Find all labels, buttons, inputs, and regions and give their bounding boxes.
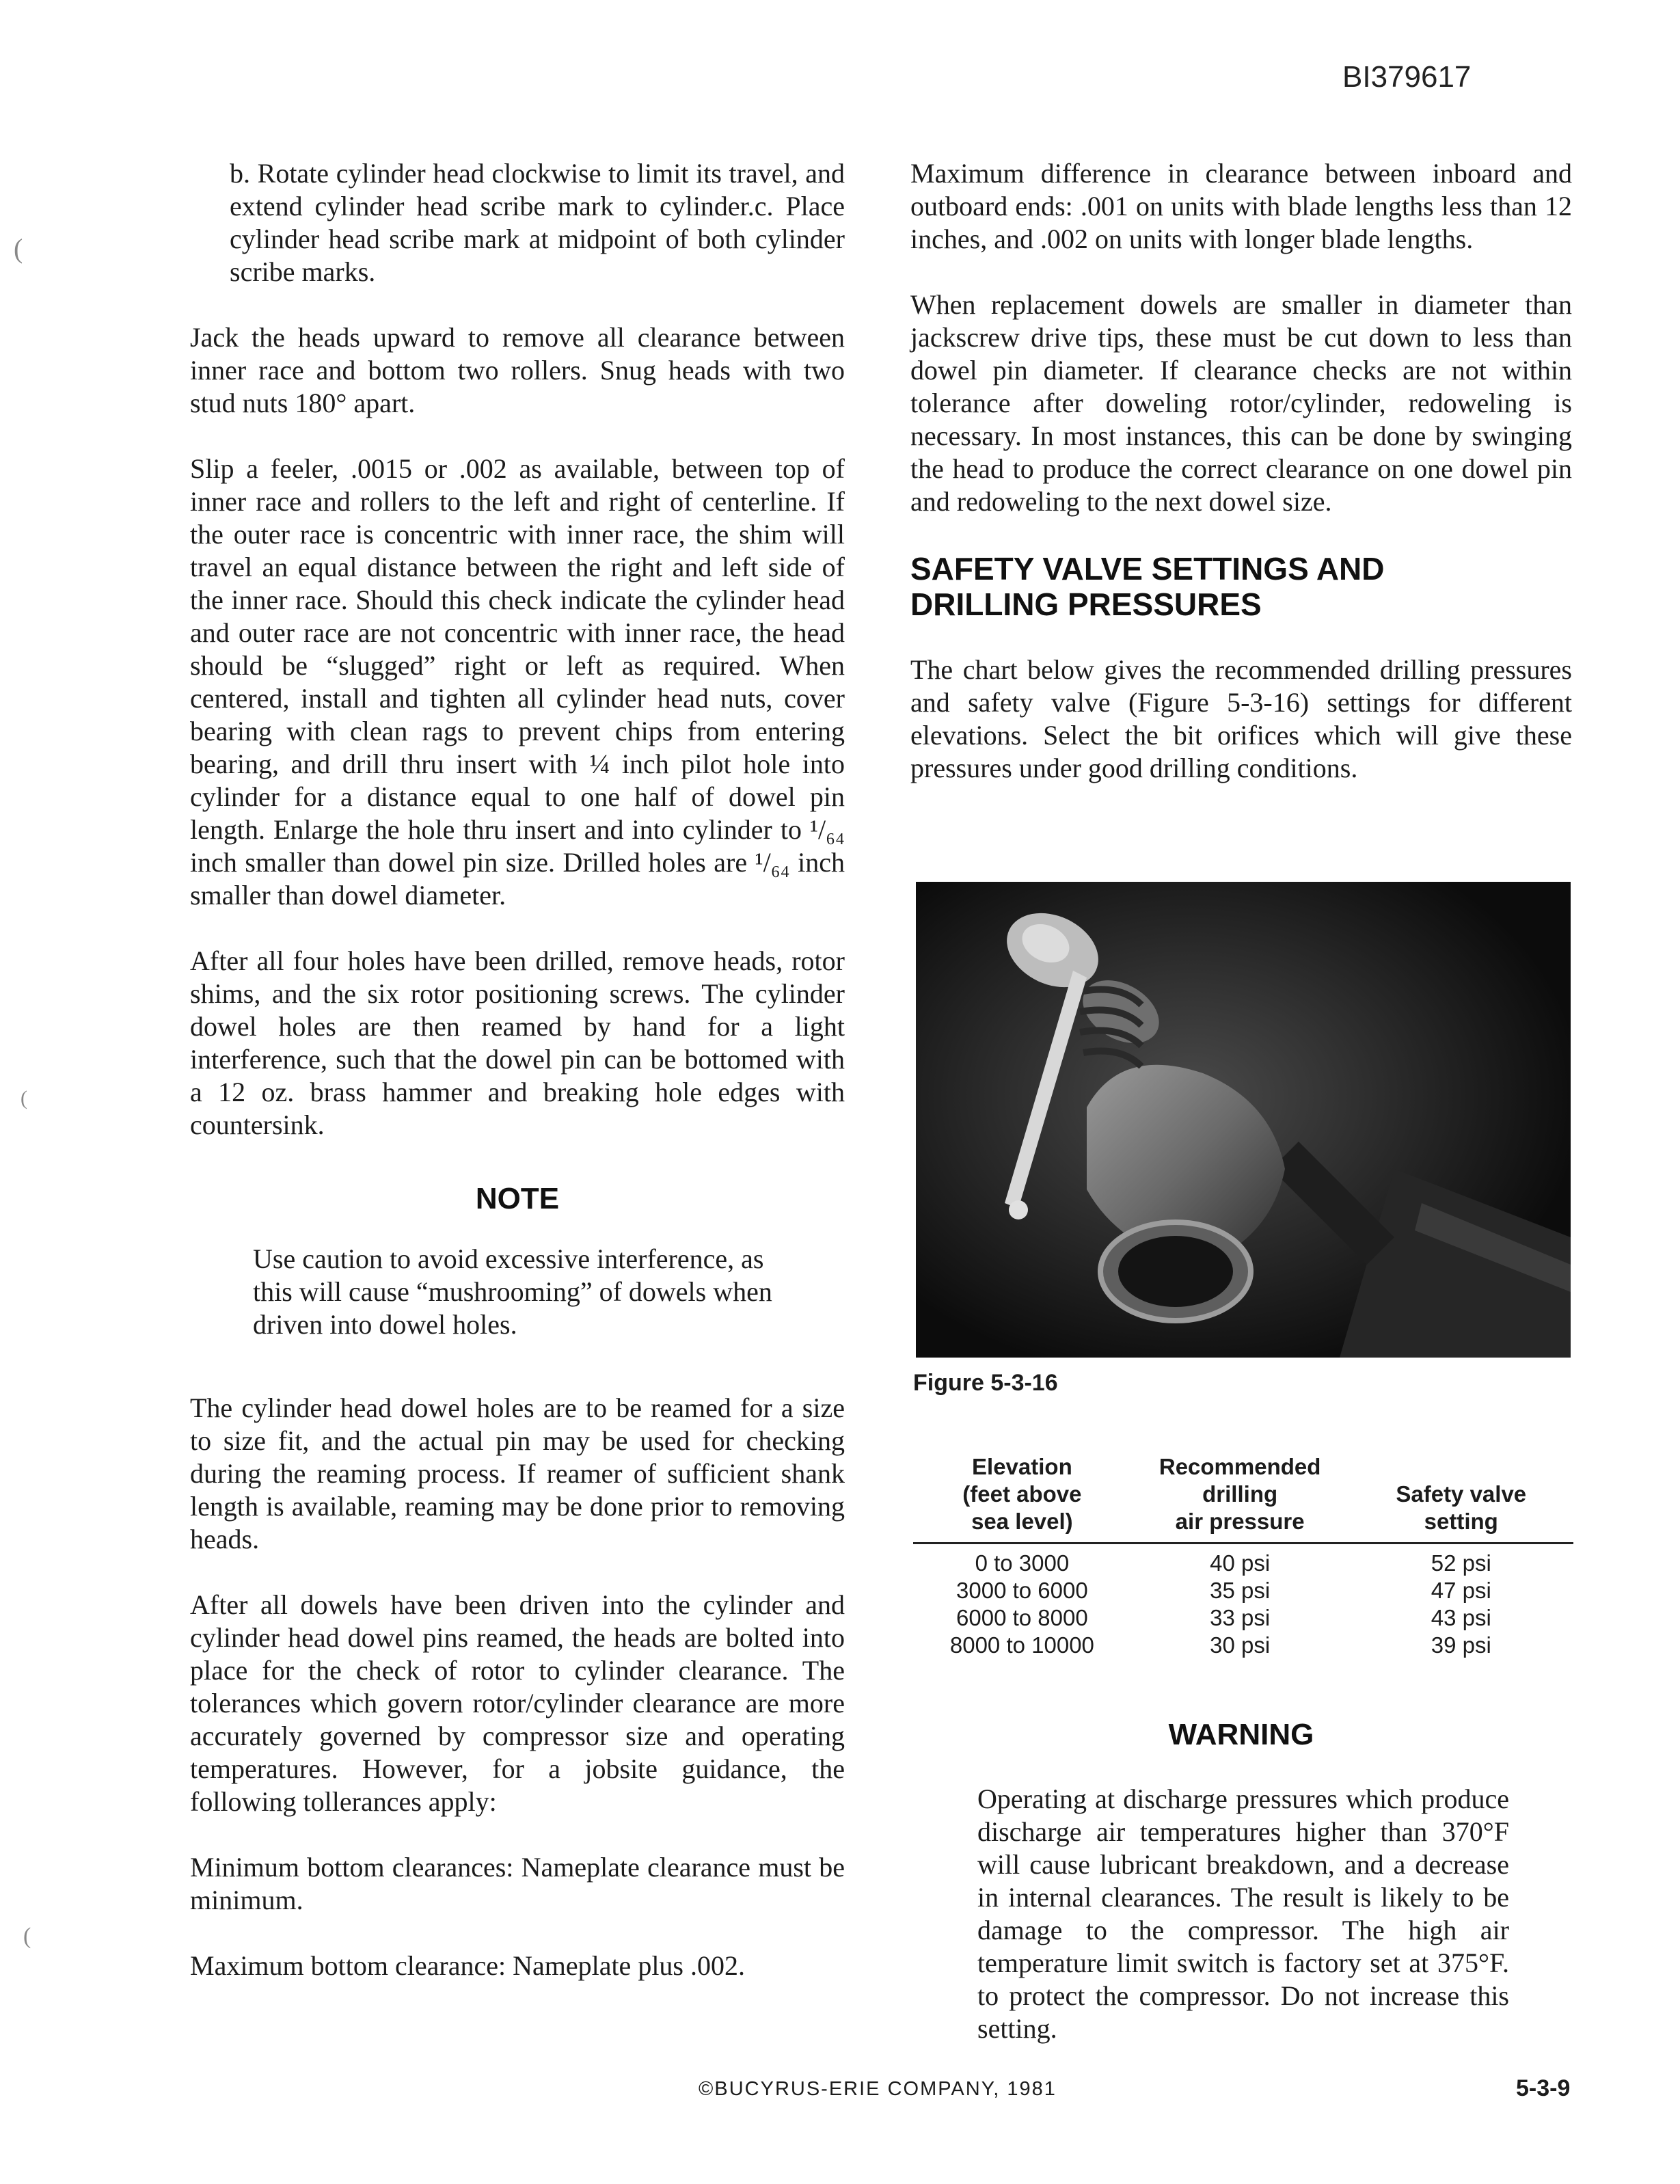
margin-mark: ( <box>14 233 23 264</box>
margin-mark: ( <box>23 1924 31 1949</box>
column-header-safety-valve: Safety valve setting <box>1349 1453 1573 1543</box>
paragraph-tolerances: After all dowels have been driven into the cylinder and cylinder head dowel pins reamed, the heads are bolted into place for the check of rotor to cylinder clearance. The tolerances which govern rotor/cylinder clearance are more accurately governed by compressor size and operating temperatures. However, for a jobsite guidance, the following tollerances apply: <box>190 1589 845 1817</box>
figure-caption: Figure 5-3-16 <box>913 1370 1058 1396</box>
section-heading <box>910 551 1572 622</box>
document-id: BI379617 <box>1342 60 1472 94</box>
pressure-cell: 35 psi <box>1210 1578 1271 1603</box>
column-header-elevation: Elevation (feet above sea level) <box>913 1453 1131 1543</box>
paragraph-step-b: b. Rotate cylinder head clockwise to limit its travel, and extend cylinder head scribe mark to cylinder.c. Place cylinder head scribe mark at midpoint of both cylinder scribe marks. <box>230 158 845 287</box>
table-header-row <box>913 1453 1573 1543</box>
paragraph-chart-intro: The chart below gives the recommended drilling pressures and safety valve (Figure 5-3-16) settings for different elevations. Select the bit orifices which will give these pressures under good drilling conditions. <box>910 654 1572 783</box>
paragraph-max-clearance: Maximum bottom clearance: Nameplate plus .002. <box>190 1950 745 1981</box>
paragraph-max-difference: Maximum difference in clearance between inboard and outboard ends: .001 on units with blade lengths less than 12 inches, and .002 on units with longer blade lengths. <box>910 158 1572 254</box>
pressure-cell: 40 psi <box>1210 1550 1271 1576</box>
note-heading: NOTE <box>475 1182 560 1215</box>
footer-copyright: ©BUCYRUS-ERIE COMPANY, 1981 <box>699 2078 1057 2100</box>
pressure-cell: 30 psi <box>1210 1632 1271 1658</box>
safety-cell: 47 psi <box>1431 1578 1491 1603</box>
elevation-cell: 8000 to 10000 <box>949 1632 1094 1658</box>
paragraph-feeler-check: Slip a feeler, .0015 or .002 as available, between top of inner race and rollers to the left and right of centerline. If the outer race is concentric with inner race, the shim will travel an equal distance between the right and left side of the inner race. Should this check indicate the cylinder head and outer race are not concentric with inner race, the head should be “slugged” right or left as required. When centered, install and tighten all cylinder head nuts, cover bearing with clean rags to prevent chips from entering bearing, and drill thru insert with ¼ inch pilot hole into cylinder for a distance equal to one half of dowel pin length. Enlarge the hole thru insert and into cylinder to ¹/₆₄ inch smaller than dowel pin size. Drilled holes are ¹/₆₄ inch smaller than dowel diameter. <box>190 453 845 911</box>
warning-heading: WARNING <box>1168 1718 1314 1751</box>
table-row <box>913 1577 1573 1604</box>
safety-cell: 43 psi <box>1431 1605 1491 1630</box>
table-row <box>913 1632 1573 1659</box>
column-header-drilling-pressure: Recommended drilling air pressure <box>1131 1453 1349 1543</box>
warning-block <box>910 1718 1572 2045</box>
paragraph-reaming: The cylinder head dowel holes are to be reamed for a size to size fit, and the actual pin may be used for checking during the reaming process. If reamer of sufficient shank length is available, reaming may be done prior to removing heads. <box>190 1392 845 1554</box>
section-heading-line: SAFETY VALVE SETTINGS AND <box>910 551 1385 587</box>
paragraph-after-drilling: After all four holes have been drilled, remove heads, rotor shims, and the six rotor positioning screws. The cylinder dowel holes are then reamed by hand for a light interference, such that the dowel pin can be bottomed with a 12 oz. brass hammer and breaking hole edges with countersink. <box>190 945 845 1140</box>
margin-mark: ( <box>21 1087 27 1109</box>
left-column <box>190 157 845 1982</box>
note-text: Use caution to avoid excessive interference, as this will cause “mushrooming” of dowels when driven into dowel holes. <box>253 1243 772 1340</box>
safety-valve-photo <box>916 882 1571 1358</box>
elevation-cell: 3000 to 6000 <box>956 1578 1088 1603</box>
section-heading-line: DRILLING PRESSURES <box>910 587 1262 622</box>
paragraph-jack-heads: Jack the heads upward to remove all clearance between inner race and bottom two rollers. Snug heads with two stud nuts 180° apart. <box>190 322 845 418</box>
pressure-cell: 33 psi <box>1210 1605 1271 1630</box>
paragraph-min-clearance: Minimum bottom clearances: Nameplate clearance must be minimum. <box>190 1852 845 1915</box>
page-number: 5-3-9 <box>1516 2075 1571 2101</box>
pressure-table <box>913 1453 1573 1659</box>
paragraph-replacement-dowels: When replacement dowels are smaller in diameter than jackscrew drive tips, these must be cut down to less than dowel pin diameter. If clearance checks are not within tolerance after doweling rotor/cylinder, redoweling is necessary. In most instances, this can be done by swinging the head to produce the correct clearance on one dowel pin and redoweling to the next dowel size. <box>910 289 1572 517</box>
table-row <box>913 1604 1573 1632</box>
right-column <box>910 157 1572 785</box>
elevation-cell: 6000 to 8000 <box>956 1605 1088 1630</box>
table-row <box>913 1543 1573 1578</box>
safety-valve-illustration <box>916 882 1571 1358</box>
warning-text: Operating at discharge pressures which produce discharge air temperatures higher than 370°F will cause lubricant breakdown, and a decrease in internal clearances. The result is likely to be damage to the compressor. The high air temperature limit switch is factory set at 375°F. to protect the compressor. Do not increase this setting. <box>977 1783 1509 2044</box>
safety-cell: 52 psi <box>1431 1550 1491 1576</box>
elevation-cell: 0 to 3000 <box>975 1550 1070 1576</box>
safety-cell: 39 psi <box>1431 1632 1491 1658</box>
